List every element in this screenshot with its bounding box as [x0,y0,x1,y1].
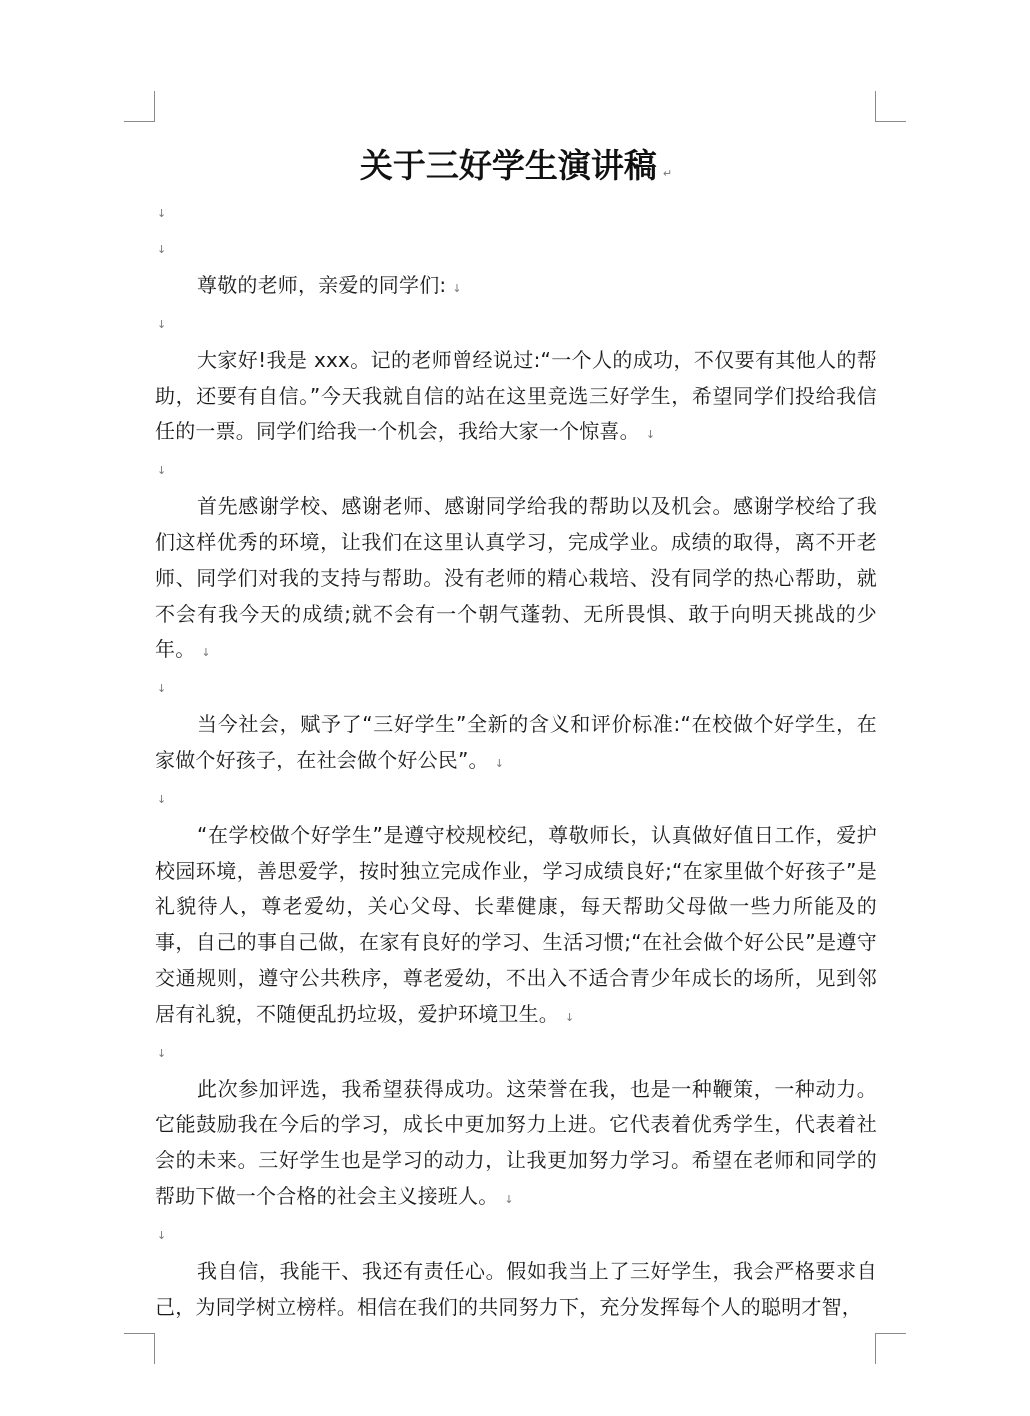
paragraph-text: 此次参加评选，我希望获得成功。这荣誉在我，也是一种鞭策，一种动力。它能鼓励我在今后的学习，成长中更加努力上进。它代表着优秀学生，代表着社会的未来。三好学生也是学习的动力，让我更加努力学习。希望在老师和同学的帮助下做一个合格的社会主义接班人。 [155,1076,877,1208]
empty-paragraph: ↓ [157,464,167,478]
crop-mark-bottom-left [124,1333,155,1364]
crop-mark-top-right [875,91,906,122]
crop-mark-top-left [124,91,155,122]
document-title: 关于三好学生演讲稿 [359,146,657,185]
body-paragraph [155,1072,877,1218]
paragraph-text: 当今社会，赋予了“三好学生”全新的含义和评价标准:“在校做个好学生，在家做个好孩子，在社会做个好公民”。 [155,712,877,772]
paragraph-text: 大家好!我是 xxx。记的老师曾经说过:“一个人的成功，不仅要有其他人的帮助，还要有自信。”今天我就自信的站在这里竞选三好学生，希望同学们投给我信任的一票。同学们给我一个机会，我给大家一个惊喜。 [155,347,877,444]
paragraph-mark: ↓ [201,646,211,660]
paragraph-mark: ↓ [452,282,462,295]
body-paragraph [155,818,877,1036]
empty-paragraph: ↓ [157,207,167,220]
empty-paragraph: ↓ [157,243,167,256]
title-row [155,140,877,196]
greeting-paragraph [155,268,877,307]
paragraph-text: 首先感谢学校、感谢老师、感谢同学给我的帮助以及机会。感谢学校给了我们这样优秀的环境，让我们在这里认真学习，完成学业。成绩的取得，离不开老师、同学们对我的支持与帮助。没有老师的精心栽培、没有同学的热心帮助，就不会有我今天的成绩;就不会有一个朝气蓬勃、无所畏惧、敢于向明天挑战的少年。 [155,494,877,662]
body-paragraph [155,1254,877,1326]
crop-mark-bottom-right [875,1333,906,1364]
empty-paragraph: ↓ [157,1228,167,1242]
paragraph-mark: ↓ [504,1192,514,1206]
paragraph-mark: ↓ [645,428,656,442]
empty-paragraph: ↓ [157,792,167,806]
greeting-text: 尊敬的老师，亲爱的同学们: [197,273,447,297]
paragraph-text: 我自信，我能干、我还有责任心。假如我当上了三好学生，我会严格要求自己，为同学树立榜样。相信在我们的共同努力下，充分发挥每个人的聪明才智， [155,1258,877,1319]
empty-paragraph: ↓ [157,1046,167,1060]
body-paragraph [155,489,877,671]
document-body[interactable] [155,140,877,1325]
paragraph-mark: ↓ [494,756,505,770]
paragraph-mark: ↓ [565,1010,575,1024]
body-paragraph [155,343,877,453]
paragraph-mark: ↵ [662,167,673,180]
body-paragraph [155,707,877,782]
paragraph-text: “在学校做个好学生”是遵守校规校纪，尊敬师长，认真做好值日工作，爱护校园环境，善思爱学，按时独立完成作业，学习成绩良好;“在家里做个好孩子”是礼貌待人，尊老爱幼，关心父母、长辈健康，每天帮助父母做一些力所能及的事，自己的事自己做，在家有良好的学习、生活习惯;“在社会做个好公民”是遵守交通规则，遵守公共秩序，尊老爱幼，不出入不适合青少年成长的场所，见到邻居有礼貌，不随便乱扔垃圾，爱护环境卫生。 [155,822,877,1026]
empty-paragraph: ↓ [157,317,167,331]
empty-paragraph: ↓ [157,682,167,696]
